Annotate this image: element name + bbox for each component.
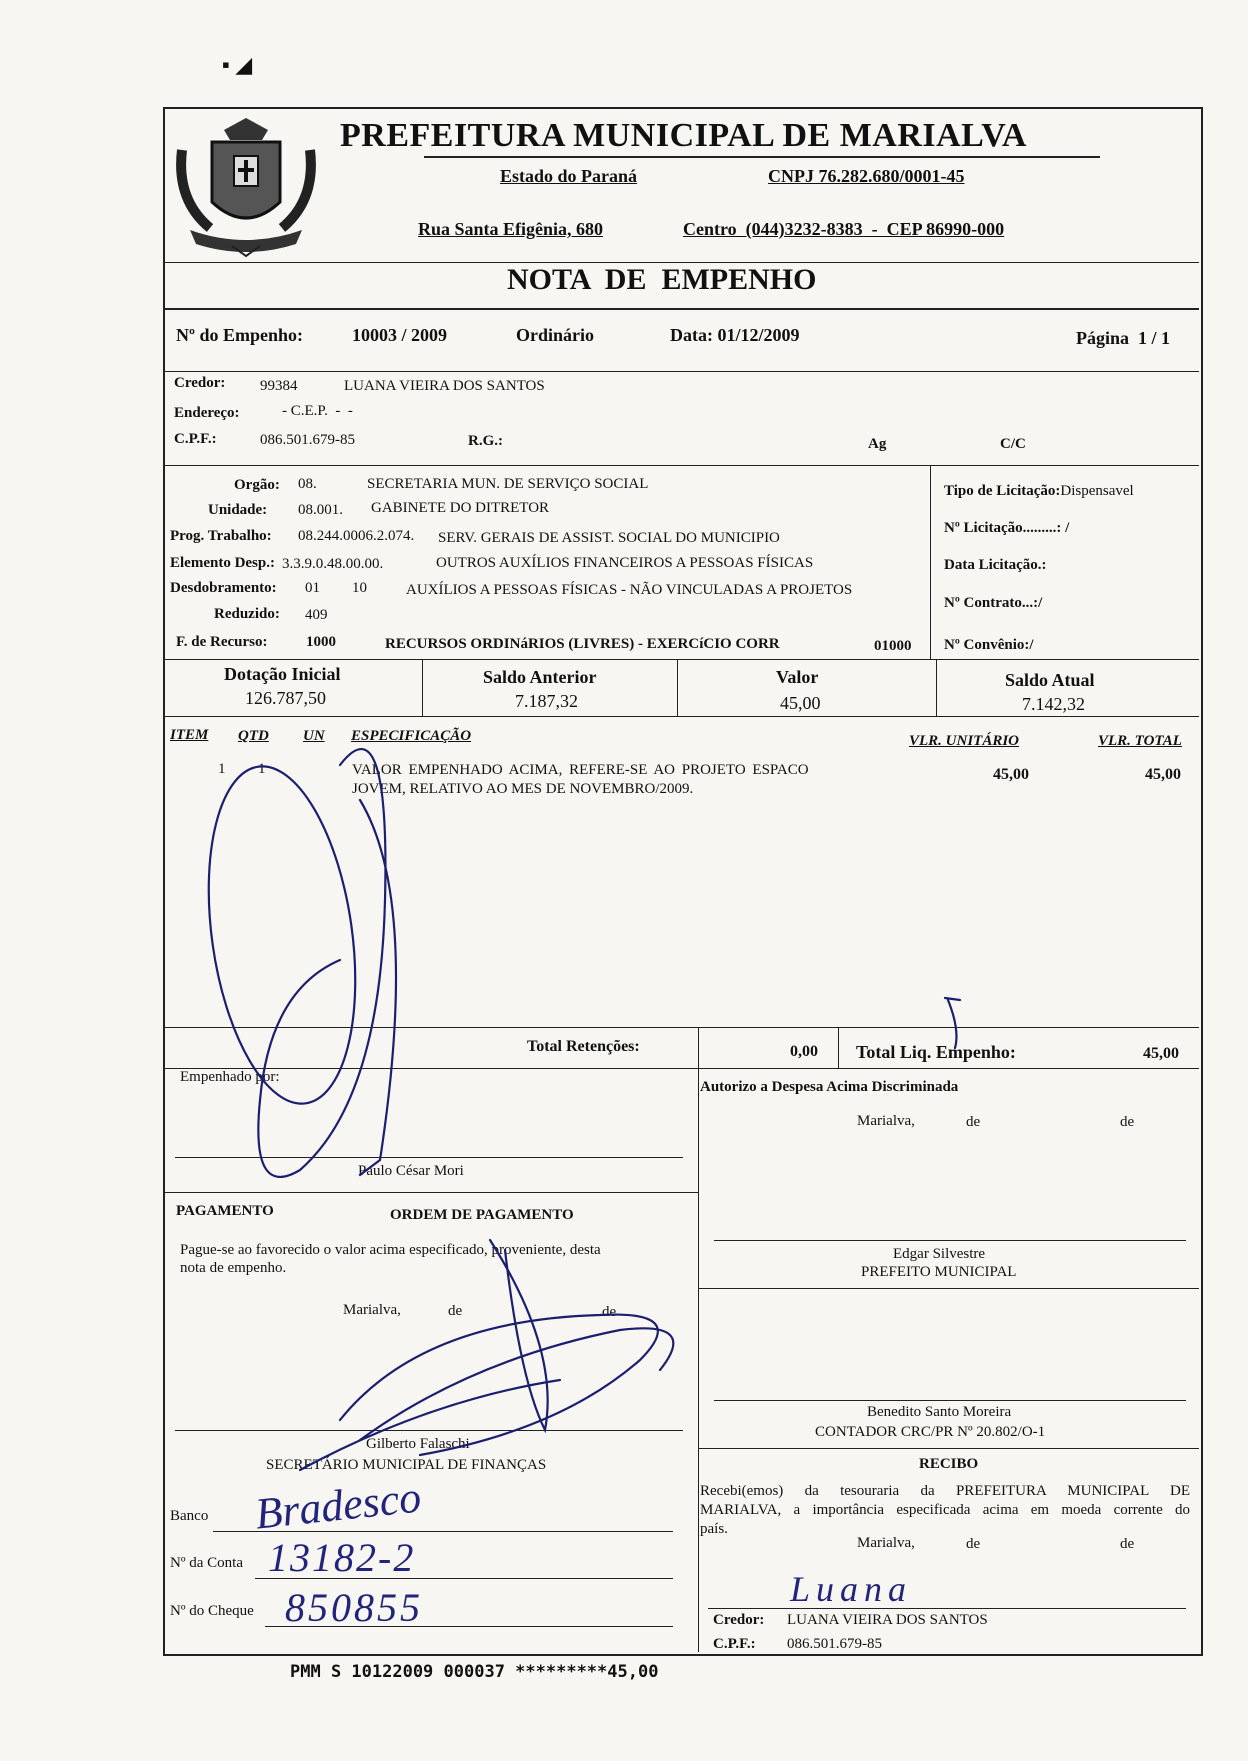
recibo-line2: MARIALVA, a importância especificada acima em moeda corrente do [700, 1502, 1190, 1518]
empenhado-name: Paulo César Mori [358, 1163, 464, 1179]
empenho-date: Data: 01/12/2009 [670, 325, 800, 345]
retencoes-label: Total Retenções: [527, 1038, 640, 1055]
ag-label: Ag [868, 436, 887, 452]
licitacao-data: Data Licitação.: [944, 557, 1047, 573]
signature-line [708, 1608, 1186, 1609]
divider [165, 371, 1199, 372]
reduzido-label: Reduzido: [214, 606, 280, 622]
signature-line [175, 1157, 683, 1158]
saldo-anterior-value: 7.187,32 [515, 691, 578, 711]
signature-line [175, 1430, 683, 1431]
cc-label: C/C [1000, 436, 1026, 452]
empenho-label: Nº do Empenho: [176, 325, 303, 345]
divider [936, 659, 937, 716]
page-indicator: Página 1 / 1 [1076, 328, 1171, 348]
recurso-code: 1000 [306, 634, 336, 650]
elem-label: Elemento Desp.: [170, 555, 275, 571]
divider [698, 1448, 1199, 1449]
divider [165, 465, 1199, 466]
pague-line1: Pague-se ao favorecido o valor acima especificado, proveniente, desta [180, 1242, 601, 1258]
autorizo-label: Autorizo a Despesa Acima Discriminada [700, 1079, 959, 1095]
desd-name: AUXÍLIOS A PESSOAS FÍSICAS - NÃO VINCULADAS A PROJETOS [406, 582, 853, 598]
autorizo-city: Marialva, [857, 1113, 915, 1129]
pagamento-label: PAGAMENTO [176, 1203, 274, 1219]
cnpj-label: CNPJ 76.282.680/0001-45 [768, 166, 965, 186]
unidade-name: GABINETE DO DITRETOR [371, 500, 550, 516]
title-underline [424, 156, 1100, 158]
contador-name: Benedito Santo Moreira [867, 1404, 1012, 1420]
recibo-cpf-label: C.P.F.: [713, 1636, 756, 1652]
orgao-code: 08. [298, 476, 317, 492]
col-un: UN [303, 728, 325, 744]
cheque-label: Nº do Cheque [170, 1603, 254, 1619]
cheque-handwriting: 850855 [285, 1585, 423, 1630]
divider [698, 1288, 1199, 1289]
cash-register-stamp: PMM S 10122009 000037 *********45,00 [290, 1662, 659, 1682]
credor-label: Credor: [174, 375, 226, 391]
recibo-title: RECIBO [919, 1456, 979, 1472]
rg-label: R.G.: [468, 433, 503, 449]
banco-handwriting: Bradesco [252, 1472, 424, 1539]
recibo-line3: país. [700, 1521, 728, 1537]
reduzido-value: 409 [305, 607, 328, 623]
credor-code: 99384 [260, 378, 298, 394]
recibo-city: Marialva, [857, 1535, 915, 1551]
autorizo-de-1: de [966, 1114, 981, 1130]
doc-title: NOTA DE EMPENHO [507, 263, 817, 296]
endereco-value: - C.E.P. - - [282, 403, 353, 419]
divider [677, 659, 678, 716]
secretario-title: SECRETÁRIO MUNICIPAL DE FINANÇAS [266, 1457, 547, 1473]
cpf-value: 086.501.679-85 [260, 432, 355, 448]
empenho-number: 10003 / 2009 [352, 325, 448, 345]
state-label: Estado do Paraná [500, 166, 638, 186]
divider [930, 465, 931, 659]
crest-icon [172, 110, 320, 258]
orgao-label: Orgão: [234, 477, 280, 493]
divider [838, 1027, 839, 1068]
elem-code: 3.3.9.0.48.00.00. [282, 556, 384, 572]
prefeito-name: Edgar Silvestre [893, 1246, 986, 1262]
col-item: ITEM [170, 727, 209, 743]
unidade-code: 08.001. [298, 502, 343, 518]
prefeito-title: PREFEITO MUNICIPAL [861, 1264, 1017, 1280]
divider [165, 1068, 1199, 1069]
recibo-cpf-value: 086.501.679-85 [787, 1636, 882, 1652]
pagamento-de-2: de [602, 1304, 617, 1320]
saldo-atual-label: Saldo Atual [1005, 670, 1095, 690]
org-title: PREFEITURA MUNICIPAL DE MARIALVA [340, 117, 1027, 154]
contador-title: CONTADOR CRC/PR Nº 20.802/O-1 [815, 1424, 1046, 1440]
signature-line [714, 1240, 1186, 1241]
contrato-label: Nº Contrato...:/ [944, 595, 1043, 611]
recipient-signature: Luana [790, 1569, 913, 1609]
item-qtd: 1 [258, 761, 266, 777]
recibo-de-1: de [966, 1536, 981, 1552]
divider [165, 716, 1199, 717]
recibo-credor-label: Credor: [713, 1612, 765, 1628]
item-description-line2: JOVEM, RELATIVO AO MES DE NOVEMBRO/2009. [352, 781, 694, 797]
unidade-label: Unidade: [208, 502, 268, 518]
divider [698, 1068, 699, 1652]
convenio-label: Nº Convênio:/ [944, 637, 1034, 653]
liquido-label: Total Liq. Empenho: [856, 1042, 1016, 1062]
credor-name: LUANA VIEIRA DOS SANTOS [344, 378, 545, 394]
endereco-label: Endereço: [174, 405, 240, 421]
col-espec: ESPECIFICAÇÃO [351, 728, 472, 744]
contact-label: Centro (044)3232-8383 - CEP 86990-000 [683, 219, 1005, 239]
desd-code1: 01 [305, 580, 320, 596]
desd-code2: 10 [352, 580, 367, 596]
prog-label: Prog. Trabalho: [170, 528, 272, 544]
item-total-value: 45,00 [1145, 766, 1181, 783]
recibo-de-2: de [1120, 1536, 1135, 1552]
dotacao-value: 126.787,50 [245, 688, 326, 708]
pagamento-city: Marialva, [343, 1302, 401, 1318]
dotacao-label: Dotação Inicial [224, 664, 341, 684]
col-total: VLR. TOTAL [1098, 733, 1182, 749]
prog-code: 08.244.0006.2.074. [298, 528, 415, 544]
banco-label: Banco [170, 1508, 209, 1524]
liquido-value: 45,00 [1143, 1045, 1179, 1062]
scan-speck: ▪ ◢ [222, 52, 253, 77]
divider [165, 1192, 698, 1193]
prog-name: SERV. GERAIS DE ASSIST. SOCIAL DO MUNICIPIO [438, 530, 780, 546]
pagamento-de-1: de [448, 1303, 463, 1319]
divider [165, 659, 1199, 660]
empenho-type: Ordinário [516, 325, 595, 345]
recurso-name: RECURSOS ORDINáRIOS (LIVRES) - EXERCíCIO CORR [385, 636, 780, 652]
recibo-line1: Recebi(emos) da tesouraria da PREFEITURA MUNICIPAL DE [700, 1483, 1190, 1499]
orgao-name: SECRETARIA MUN. DE SERVIÇO SOCIAL [367, 476, 649, 492]
valor-label: Valor [776, 667, 819, 687]
item-description-line1: VALOR EMPENHADO ACIMA, REFERE-SE AO PROJETO ESPACO [352, 762, 809, 778]
conta-label: Nº da Conta [170, 1555, 243, 1571]
divider [165, 1027, 1199, 1028]
secretario-name: Gilberto Falaschi [366, 1436, 470, 1452]
col-qtd: QTD [238, 728, 269, 744]
saldo-atual-value: 7.142,32 [1022, 694, 1085, 714]
item-unit-value: 45,00 [993, 766, 1029, 783]
empenhado-label: Empenhado por: [180, 1069, 280, 1085]
retencoes-value: 0,00 [790, 1043, 818, 1060]
elem-name: OUTROS AUXÍLIOS FINANCEIROS A PESSOAS FÍSICAS [436, 555, 814, 571]
signature-line [714, 1400, 1186, 1401]
recibo-credor-name: LUANA VIEIRA DOS SANTOS [787, 1612, 988, 1628]
desd-label: Desdobramento: [170, 580, 277, 596]
item-number: 1 [218, 761, 226, 777]
conta-handwriting: 13182-2 [268, 1535, 416, 1580]
cpf-label: C.P.F.: [174, 431, 217, 447]
autorizo-de-2: de [1120, 1114, 1135, 1130]
divider [698, 1027, 699, 1068]
divider [422, 659, 423, 716]
pague-line2: nota de empenho. [180, 1260, 287, 1276]
saldo-anterior-label: Saldo Anterior [483, 667, 597, 687]
divider [165, 308, 1199, 310]
valor-value: 45,00 [780, 693, 821, 713]
licitacao-numero: Nº Licitação.........: / [944, 520, 1070, 536]
recurso-label: F. de Recurso: [176, 634, 268, 650]
ordem-label: ORDEM DE PAGAMENTO [390, 1207, 574, 1223]
recurso-suffix: 01000 [874, 638, 912, 654]
street-label: Rua Santa Efigênia, 680 [418, 219, 604, 239]
col-unit: VLR. UNITÁRIO [909, 733, 1020, 749]
licitacao-tipo: Tipo de Licitação:Dispensavel [944, 483, 1134, 499]
